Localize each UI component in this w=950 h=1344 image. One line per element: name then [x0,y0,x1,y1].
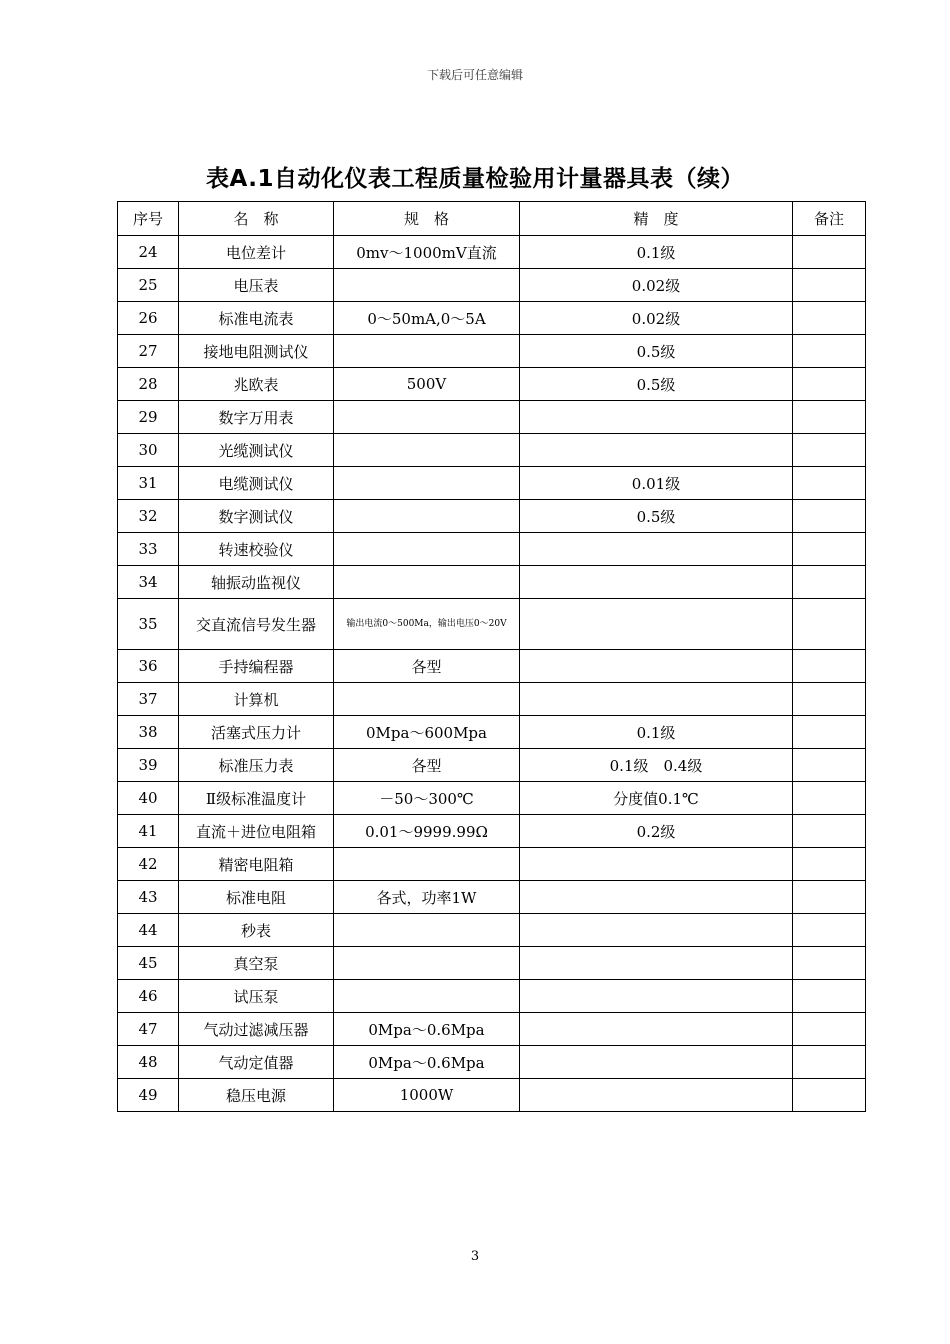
cell-spec [334,434,520,467]
cell-precision [520,1013,793,1046]
table-row [118,716,866,749]
cell-precision [520,401,793,434]
cell-precision [520,599,793,650]
cell-name: 精密电阻箱 [179,848,334,881]
cell-precision [520,533,793,566]
cell-no: 33 [118,533,179,566]
cell-spec [334,269,520,302]
cell-spec [334,335,520,368]
cell-note [793,881,866,914]
cell-note [793,980,866,1013]
cell-name: 真空泵 [179,947,334,980]
table-row [118,566,866,599]
cell-precision [520,1079,793,1112]
cell-name: 数字测试仪 [179,500,334,533]
cell-note [793,500,866,533]
table-row [118,401,866,434]
cell-name: 计算机 [179,683,334,716]
cell-spec: 各型 [334,650,520,683]
cell-precision [520,881,793,914]
cell-precision: 0.5级 [520,368,793,401]
cell-name: 试压泵 [179,980,334,1013]
cell-no: 39 [118,749,179,782]
cell-no: 42 [118,848,179,881]
cell-note [793,302,866,335]
cell-spec [334,566,520,599]
cell-no: 40 [118,782,179,815]
cell-no: 35 [118,599,179,650]
cell-name: 秒表 [179,914,334,947]
cell-spec: 各型 [334,749,520,782]
table-row [118,533,866,566]
cell-name: 标准压力表 [179,749,334,782]
cell-no: 46 [118,980,179,1013]
cell-spec: 各式，功率1W [334,881,520,914]
cell-precision [520,848,793,881]
cell-note [793,599,866,650]
table-row [118,335,866,368]
cell-spec [334,848,520,881]
page-number: 3 [470,1249,480,1264]
cell-no: 45 [118,947,179,980]
document-title: 表A.1自动化仪表工程质量检验用计量器具表（续） [206,166,744,192]
cell-name: 电位差计 [179,236,334,269]
cell-note [793,650,866,683]
cell-name: 直流＋进位电阻箱 [179,815,334,848]
cell-name: 活塞式压力计 [179,716,334,749]
cell-name: 光缆测试仪 [179,434,334,467]
cell-spec: 0Mpa～600Mpa [334,716,520,749]
cell-note [793,1046,866,1079]
cell-note [793,335,866,368]
cell-note [793,368,866,401]
cell-no: 41 [118,815,179,848]
cell-spec [334,500,520,533]
cell-precision: 分度值0.1℃ [520,782,793,815]
cell-spec [334,683,520,716]
table-row [118,782,866,815]
cell-name: 电压表 [179,269,334,302]
table-row [118,599,866,650]
table-row [118,434,866,467]
table-header-row [118,202,866,236]
cell-spec [334,947,520,980]
cell-name: 接地电阻测试仪 [179,335,334,368]
table-row [118,1046,866,1079]
cell-spec [334,533,520,566]
column-header-note: 备注 [793,202,866,236]
cell-spec: 输出电流0～500Ma，输出电压0～20V [334,599,520,650]
cell-precision: 0.5级 [520,335,793,368]
cell-precision [520,980,793,1013]
table-row [118,947,866,980]
cell-spec: 1000W [334,1079,520,1112]
cell-note [793,815,866,848]
cell-note [793,1013,866,1046]
cell-spec: 500V [334,368,520,401]
cell-spec: 0Mpa～0.6Mpa [334,1046,520,1079]
cell-no: 24 [118,236,179,269]
cell-no: 32 [118,500,179,533]
cell-note [793,269,866,302]
cell-spec: 0Mpa～0.6Mpa [334,1013,520,1046]
cell-note [793,914,866,947]
table-row [118,914,866,947]
cell-spec [334,467,520,500]
table-row [118,650,866,683]
cell-no: 44 [118,914,179,947]
table-row [118,500,866,533]
cell-precision: 0.1级 [520,716,793,749]
cell-name: 转速校验仪 [179,533,334,566]
cell-spec: 0mv～1000mV直流 [334,236,520,269]
cell-name: 稳压电源 [179,1079,334,1112]
cell-name: 兆欧表 [179,368,334,401]
table-row [118,236,866,269]
cell-note [793,236,866,269]
cell-note [793,947,866,980]
cell-note [793,467,866,500]
equipment-table [117,201,866,1112]
cell-note [793,848,866,881]
table-row [118,1079,866,1112]
cell-name: 标准电流表 [179,302,334,335]
cell-note [793,566,866,599]
table-row [118,269,866,302]
page-header: 下载后可任意编辑 [426,68,523,82]
cell-spec [334,914,520,947]
column-header-no: 序号 [118,202,179,236]
column-header-precision: 精 度 [520,202,793,236]
cell-spec: 0.01～9999.99Ω [334,815,520,848]
cell-precision: 0.1级 [520,236,793,269]
cell-precision: 0.02级 [520,302,793,335]
cell-note [793,533,866,566]
cell-name: 手持编程器 [179,650,334,683]
cell-name: 气动定值器 [179,1046,334,1079]
cell-no: 26 [118,302,179,335]
table-row [118,848,866,881]
table-row [118,749,866,782]
cell-note [793,434,866,467]
cell-name: 气动过滤减压器 [179,1013,334,1046]
cell-no: 49 [118,1079,179,1112]
cell-no: 30 [118,434,179,467]
cell-spec: －50～300℃ [334,782,520,815]
cell-no: 29 [118,401,179,434]
cell-spec: 0～50mA,0～5A [334,302,520,335]
cell-no: 48 [118,1046,179,1079]
cell-no: 28 [118,368,179,401]
cell-name: 交直流信号发生器 [179,599,334,650]
cell-note [793,401,866,434]
table-row [118,815,866,848]
cell-spec [334,401,520,434]
cell-no: 36 [118,650,179,683]
cell-no: 47 [118,1013,179,1046]
cell-precision [520,1046,793,1079]
cell-precision [520,683,793,716]
cell-name: 标准电阻 [179,881,334,914]
cell-name: 轴振动监视仪 [179,566,334,599]
table-row [118,1013,866,1046]
table-row [118,683,866,716]
table-body [118,236,866,1112]
cell-no: 43 [118,881,179,914]
cell-note [793,716,866,749]
table-row [118,368,866,401]
cell-no: 37 [118,683,179,716]
column-header-spec: 规 格 [334,202,520,236]
cell-name: Ⅱ级标准温度计 [179,782,334,815]
column-header-name: 名 称 [179,202,334,236]
table-row [118,881,866,914]
cell-note [793,683,866,716]
cell-no: 38 [118,716,179,749]
cell-name: 电缆测试仪 [179,467,334,500]
cell-no: 27 [118,335,179,368]
table-row [118,467,866,500]
cell-name: 数字万用表 [179,401,334,434]
cell-precision: 0.01级 [520,467,793,500]
cell-spec [334,980,520,1013]
cell-no: 34 [118,566,179,599]
cell-precision: 0.2级 [520,815,793,848]
cell-note [793,1079,866,1112]
table-row [118,302,866,335]
cell-no: 25 [118,269,179,302]
cell-precision: 0.5级 [520,500,793,533]
cell-precision [520,914,793,947]
cell-precision [520,650,793,683]
cell-precision [520,566,793,599]
cell-precision [520,434,793,467]
cell-no: 31 [118,467,179,500]
cell-precision: 0.02级 [520,269,793,302]
cell-precision: 0.1级 0.4级 [520,749,793,782]
cell-precision [520,947,793,980]
cell-note [793,749,866,782]
cell-note [793,782,866,815]
table-row [118,980,866,1013]
